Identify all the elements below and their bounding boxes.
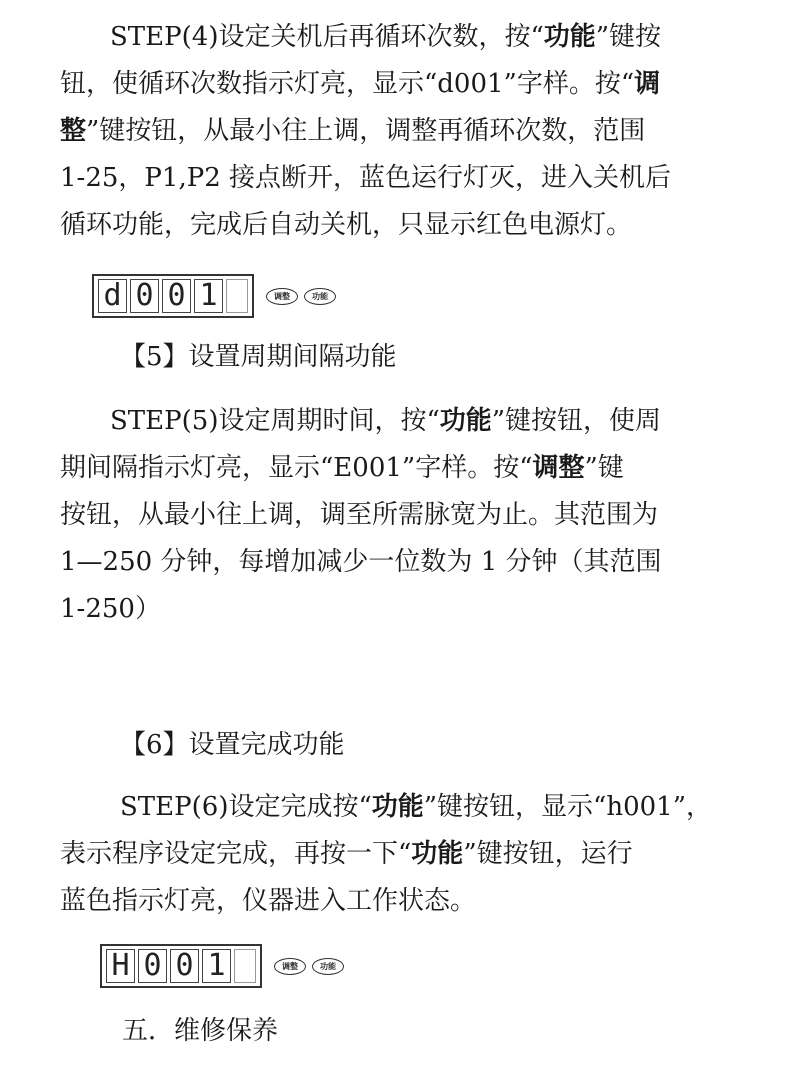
adjust-key-emphasis: 整	[60, 116, 87, 146]
function-key-emphasis: 功能	[371, 792, 424, 822]
lcd-digit	[226, 279, 248, 313]
step6-paragraph	[60, 784, 712, 925]
function-button-icon: 功能	[304, 288, 336, 305]
adjust-button-icon: 调整	[266, 288, 298, 305]
step4-text: 钮，使循环次数指示灯亮，显示“d001”字样。按“	[60, 69, 635, 99]
lcd-panel	[100, 944, 262, 988]
lcd-digit: d	[98, 279, 127, 313]
section-6-heading: 【6】设置完成功能	[120, 730, 345, 760]
step6-line-3: 蓝色指示灯亮，仪器进入工作状态。	[60, 886, 477, 916]
adjust-button-icon: 调整	[274, 958, 306, 975]
maintenance-heading: 五．维修保养	[122, 1016, 279, 1046]
step5-line-4: 1—250 分钟，每增加减少一位数为 1 分钟（其范围	[60, 547, 662, 577]
step5-line-1	[60, 398, 662, 445]
step4-line-2	[60, 61, 671, 108]
lcd-digit: 0	[162, 279, 191, 313]
step6-line-1	[60, 784, 712, 831]
step4-text: ”键按钮，从最小往上调，调整再循环次数，范围	[86, 116, 646, 146]
step4-line-3	[60, 108, 671, 155]
lcd-digit	[234, 949, 256, 983]
lcd-digit: 0	[130, 279, 159, 313]
step5-paragraph	[60, 398, 662, 633]
adjust-key-emphasis: 调	[634, 69, 661, 99]
step5-text: ”键	[584, 453, 624, 483]
step4-line-5: 循环功能，完成后自动关机，只显示红色电源灯。	[60, 210, 633, 240]
step4-line-4: 1-25，P1,P2 接点断开，蓝色运行灯灭，进入关机后	[60, 163, 672, 193]
function-button-icon: 功能	[312, 958, 344, 975]
step4-paragraph	[60, 14, 671, 249]
step5-line-3: 按钮，从最小往上调，调至所需脉宽为止。其范围为	[60, 500, 659, 530]
function-key-emphasis: 功能	[439, 406, 492, 436]
step6-text: ”键按钮，运行	[463, 839, 633, 869]
step6-text: 表示程序设定完成，再按一下“	[60, 839, 412, 869]
lcd-digit: H	[106, 949, 135, 983]
step5-text: STEP(5)设定周期时间，按“	[110, 406, 440, 436]
step4-line-1	[60, 14, 671, 61]
step6-line-2	[60, 831, 712, 878]
display-d001	[92, 274, 336, 318]
step5-line-2	[60, 445, 662, 492]
function-key-emphasis: 功能	[543, 22, 596, 52]
lcd-digit: 1	[202, 949, 231, 983]
adjust-key-emphasis: 调整	[532, 453, 585, 483]
step5-line-5: 1-250）	[60, 594, 161, 624]
lcd-digit: 0	[170, 949, 199, 983]
step5-text: 期间隔指示灯亮，显示“E001”字样。按“	[60, 453, 533, 483]
lcd-digit: 1	[194, 279, 223, 313]
step4-text: ”键按	[595, 22, 662, 52]
step6-text: ”键按钮，显示“h001”，	[423, 792, 713, 822]
function-key-emphasis: 功能	[411, 839, 464, 869]
lcd-digit: 0	[138, 949, 167, 983]
section-5-heading: 【5】设置周期间隔功能	[120, 342, 397, 372]
lcd-panel	[92, 274, 254, 318]
step6-text: STEP(6)设定完成按“	[120, 792, 372, 822]
step4-text: STEP(4)设定关机后再循环次数，按“	[110, 22, 544, 52]
display-h001	[100, 944, 344, 988]
step5-text: ”键按钮，使周	[491, 406, 662, 436]
